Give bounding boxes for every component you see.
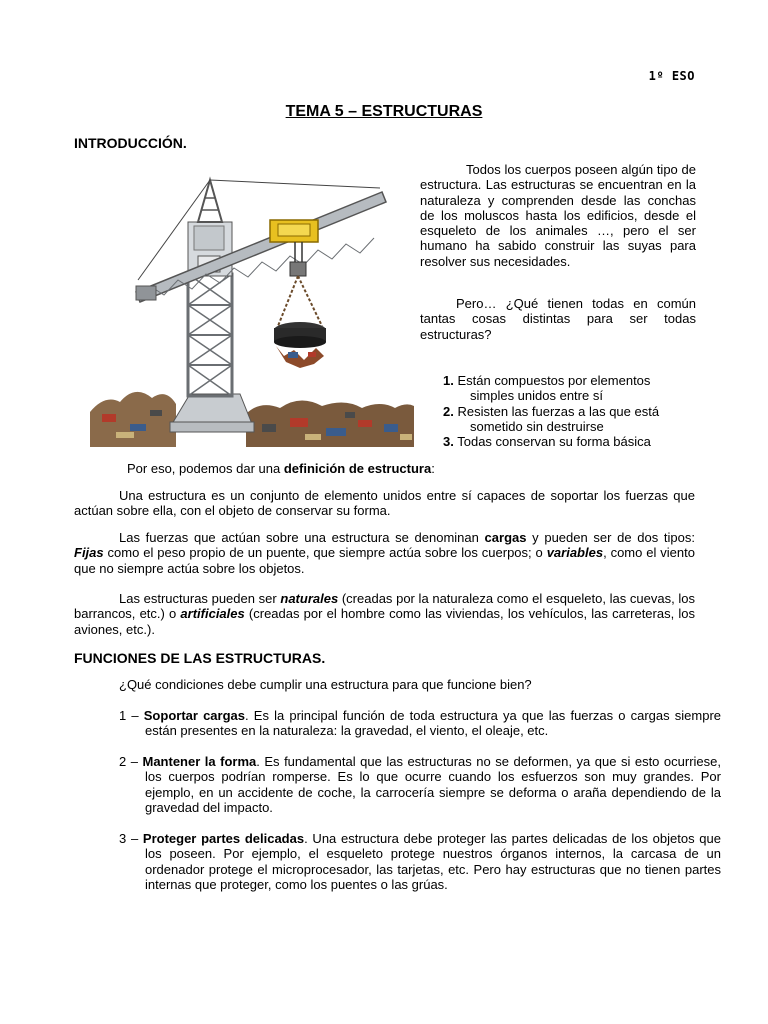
function-item: 1 – Soportar cargas. Es la principal función de toda estructura ya que las fuerzas o cargas siempre están presentes en la naturaleza: la gravedad, el viento, el oleaje, etc.	[119, 708, 722, 739]
intro-heading: INTRODUCCIÓN.	[74, 135, 187, 151]
properties-list	[420, 373, 700, 449]
definition-text: Una estructura es un conjunto de elemento unidos entre sí capaces de soportar los fuerzas que actúan sobre ella, con el objeto de conservar su forma.	[74, 488, 695, 519]
intro-question: Pero… ¿Qué tienen todas en común tantas cosas distintas para ser todas estructuras?	[420, 296, 696, 342]
intro-paragraph: Todos los cuerpos poseen algún tipo de estructura. Las estructuras se encuentran en la naturaleza y comprenden desde las conchas de los moluscos hasta los edificios, desde el esqueleto de los animales …, pero el ser humano ha sabido construir las suyas para resolver sus necesidades.	[420, 162, 696, 269]
functions-heading: FUNCIONES DE LAS ESTRUCTURAS.	[74, 650, 326, 666]
page-title: TEMA 5 – ESTRUCTURAS	[285, 103, 483, 120]
course-level: 1º ESO	[648, 69, 695, 83]
definition-lead: Por eso, podemos dar una definición de estructura:	[127, 461, 435, 476]
function-item: 2 – Mantener la forma. Es fundamental que las estructuras no se deformen, ya que si esto ocurriese, los cuerpos podrían romperse. Es lo que ocurre cuando los esfuerzos son muy grandes. Por ejemplo, en un accidente de coche, la carrocería siempre se deforma o araña dependiendo de la gravedad del impacto.	[119, 754, 722, 815]
list-item: 3. Todas conservan su forma básica	[443, 434, 651, 450]
types-paragraph: Las estructuras pueden ser naturales (creadas por la naturaleza como el esqueleto, las cuevas, los barrancos, etc.) o artificiales (creadas por el hombre como las viviendas, los vehículos, las carreteras, los aviones, etc.).	[74, 591, 695, 637]
loads-paragraph: Las fuerzas que actúan sobre una estructura se denominan cargas y pueden ser de dos tipos: Fijas como el peso propio de un puente, que siempre actúa sobre los cuerpos; o variables, como el viento que no siempre actúa sobre los objetos.	[74, 530, 696, 576]
list-item: 2. Resisten las fuerzas a las que está sometido sin destruirse	[443, 403, 660, 434]
list-item: 1. Están compuestos por elementos simples unidos entre sí	[443, 373, 651, 404]
crane-illustration	[90, 162, 414, 447]
function-item: 3 – Proteger partes delicadas. Una estructura debe proteger las partes delicadas de los objetos que los poseen. Por ejemplo, el esqueleto protege nuestros órganos internos, la carcasa de un ordenador protege el microprocesador, las tarjetas, etc. Pero hay estructuras que no tienen partes internas que proteger, como los puentes o las grúas.	[119, 831, 721, 892]
functions-question: ¿Qué condiciones debe cumplir una estructura para que funcione bien?	[119, 677, 532, 692]
